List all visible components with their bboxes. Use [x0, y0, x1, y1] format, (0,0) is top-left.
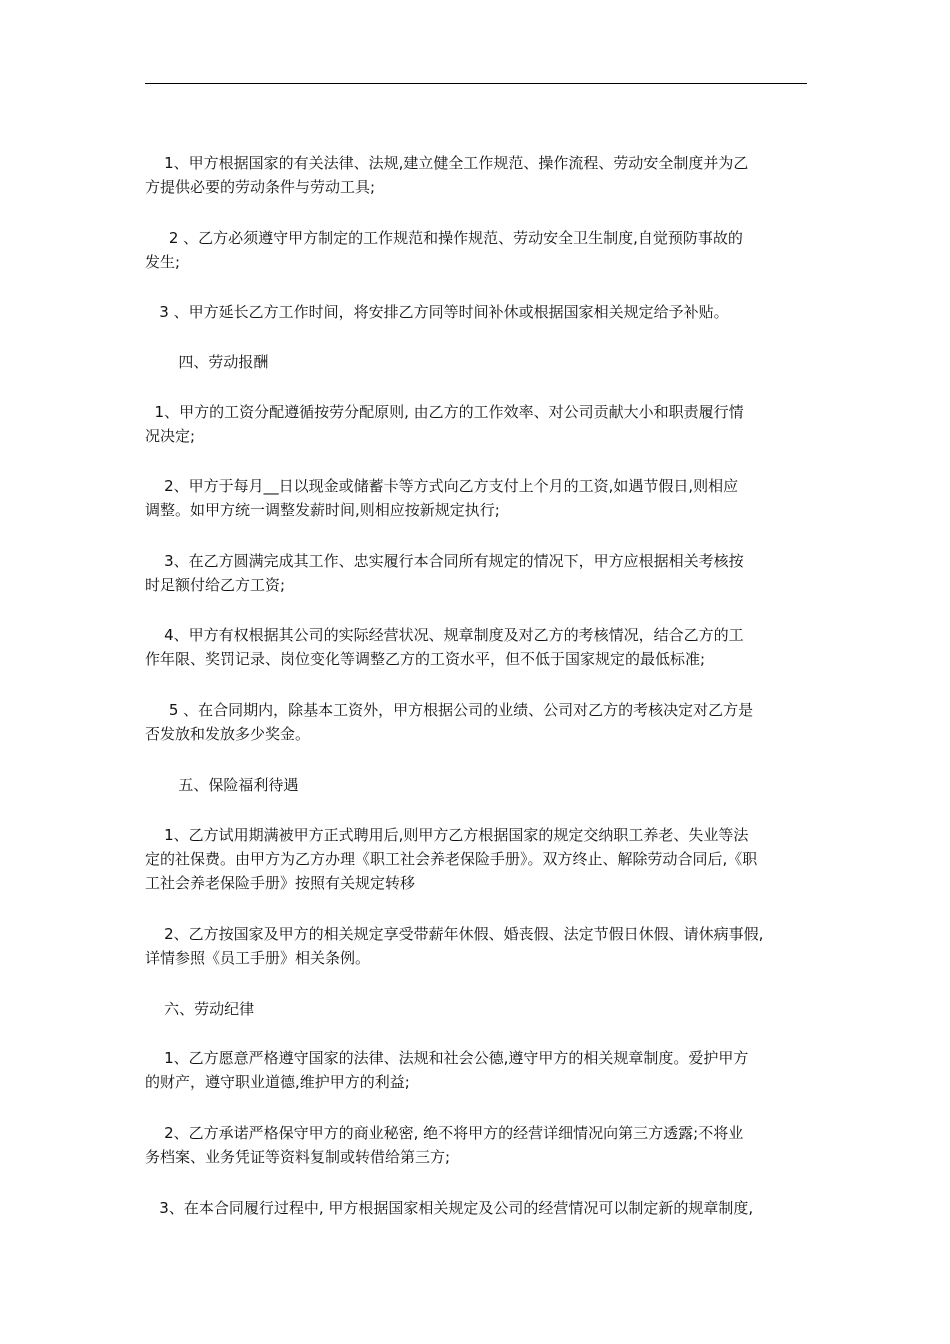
paragraph-4-2: 2、甲方于每月__日以现金或储蓄卡等方式向乙方支付上个月的工资,如遇节假日,则相应 调整。如甲方统一调整发薪时间,则相应按新规定执行;: [145, 477, 739, 519]
paragraph-5-2: 2、乙方按国家及甲方的相关规定享受带薪年休假、婚丧假、法定节假日休假、请休病事假, 详情参照《员工手册》相关条例。: [145, 925, 764, 967]
paragraph-3-3: 3 、甲方延长乙方工作时间，将安排乙方同等时间补休或根据国家相关规定给予补贴。: [145, 303, 729, 321]
paragraph-6-1: 1、乙方愿意严格遵守国家的法律、法规和社会公德,遵守甲方的相关规章制度。爱护甲方 的财产，遵守职业道德,维护甲方的利益;: [145, 1049, 749, 1091]
section-heading-6: 六、劳动纪律: [145, 1000, 255, 1018]
paragraph-6-3: 3、在本合同履行过程中, 甲方根据国家相关规定及公司的经营情况可以制定新的规章制度,: [145, 1199, 754, 1217]
paragraph-3-1: 1、甲方根据国家的有关法律、法规,建立健全工作规范、操作流程、劳动安全制度并为乙 方提供必要的劳动条件与劳动工具;: [145, 154, 749, 196]
paragraph-4-3: 3、在乙方圆满完成其工作、忠实履行本合同所有规定的情况下，甲方应根据相关考核按 时足额付给乙方工资;: [145, 552, 744, 594]
header-rule: [145, 83, 807, 84]
paragraph-4-1: 1、甲方的工资分配遵循按劳分配原则, 由乙方的工作效率、对公司贡献大小和职责履行情 况决定;: [145, 403, 744, 445]
paragraph-4-5: 5 、在合同期内，除基本工资外，甲方根据公司的业绩、公司对乙方的考核决定对乙方是 否发放和发放多少奖金。: [145, 701, 754, 743]
paragraph-5-1: 1、乙方试用期满被甲方正式聘用后,则甲方乙方根据国家的规定交纳职工养老、失业等法 定的社保费。由甲方为乙方办理《职工社会养老保险手册》。双方终止、解除劳动合同后,《职 工社会养老保险手册》按照有关规定转移: [145, 826, 758, 892]
section-heading-4: 四、劳动报酬: [145, 353, 269, 371]
section-heading-5: 五、保险福利待遇: [145, 776, 299, 794]
paragraph-3-2: 2 、乙方必须遵守甲方制定的工作规范和操作规范、劳动安全卫生制度,自觉预防事故的 发生;: [145, 229, 743, 271]
paragraph-6-2: 2、乙方承诺严格保守甲方的商业秘密, 绝不将甲方的经营详细情况向第三方透露;不将业 务档案、业务凭证等资料复制或转借给第三方;: [145, 1124, 744, 1166]
paragraph-4-4: 4、甲方有权根据其公司的实际经营状况、规章制度及对乙方的考核情况，结合乙方的工 作年限、奖罚记录、岗位变化等调整乙方的工资水平，但不低于国家规定的最低标准;: [145, 626, 744, 668]
